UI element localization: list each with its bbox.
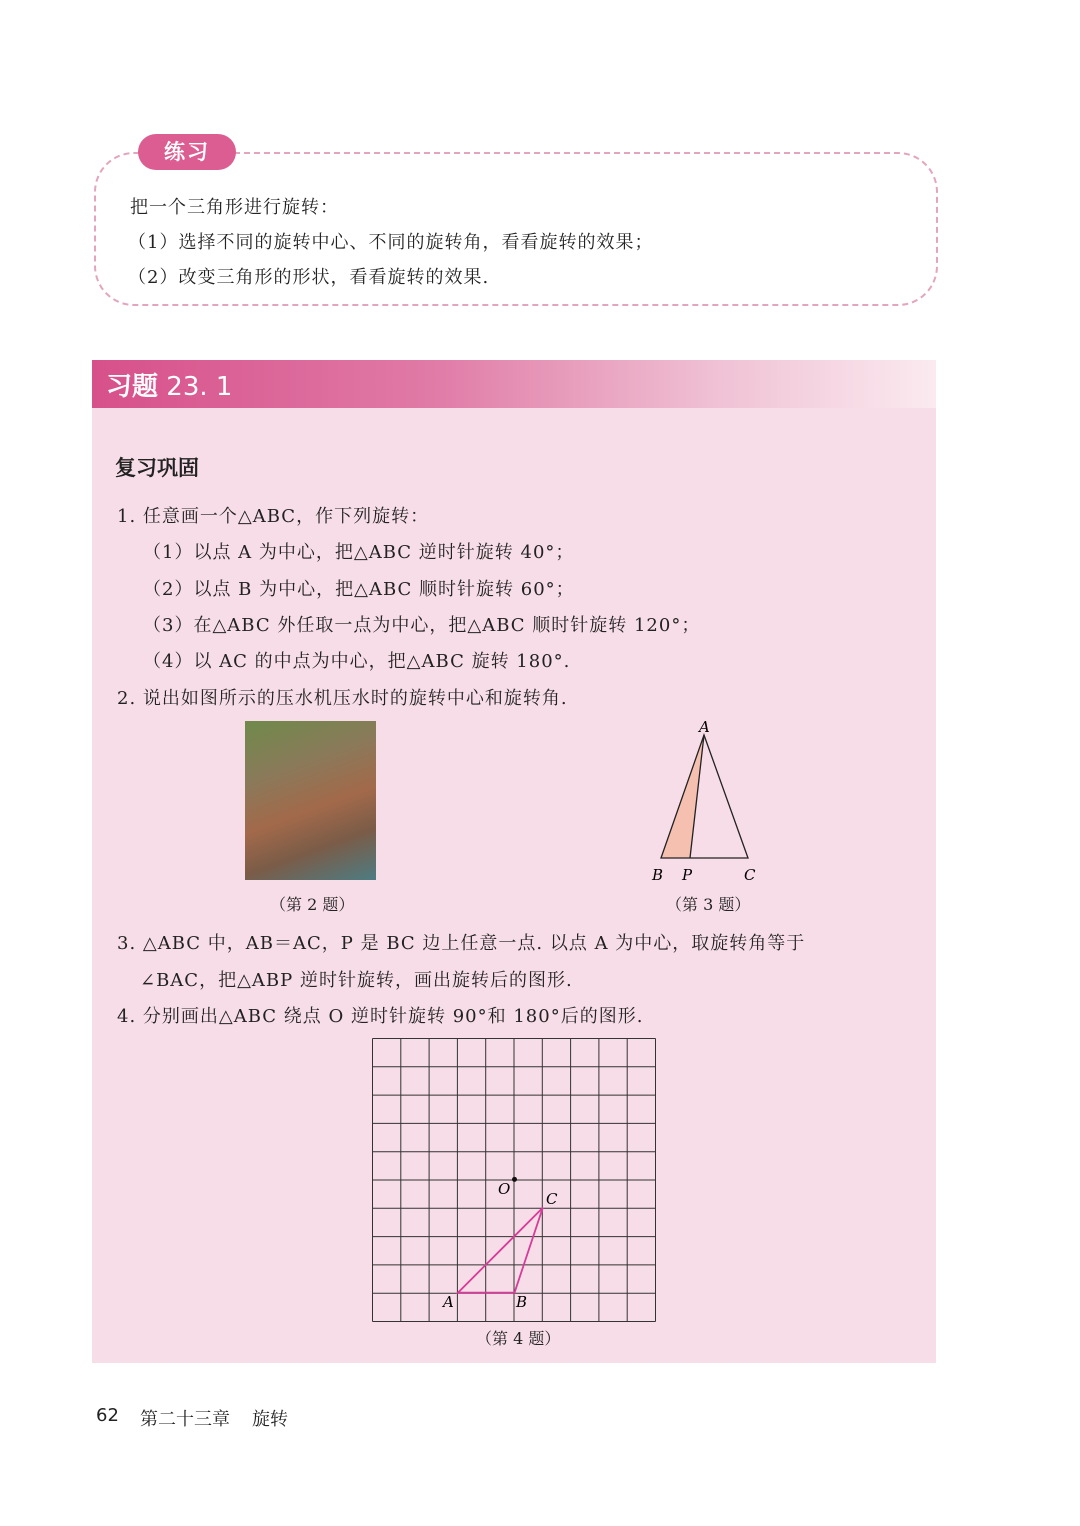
label-c: C: [546, 1190, 558, 1208]
section-heading: 复习巩固: [115, 456, 199, 480]
page-number: 62: [96, 1405, 119, 1426]
chapter-title: 旋转: [252, 1409, 288, 1430]
water-pump-photo: [245, 721, 376, 880]
label-b: B: [652, 866, 664, 884]
label-o: O: [498, 1180, 511, 1198]
question-1-item: （1）以点 A 为中心，把△ABC 逆时针旋转 40°；: [143, 542, 575, 563]
label-a: A: [443, 1293, 454, 1311]
question-1-item: （3）在△ABC 外任取一点为中心，把△ABC 顺时针旋转 120°；: [143, 615, 701, 636]
figure-q3: [640, 715, 770, 890]
grid-figure-q4: [370, 1036, 660, 1326]
question-3-line-2: ∠BAC，把△ABP 逆时针旋转，画出旋转后的图形.: [140, 970, 573, 991]
caption-q3: （第 3 题）: [666, 895, 751, 914]
exercise-title-num: 23. 1: [166, 372, 233, 402]
label-b: B: [516, 1293, 528, 1311]
question-2: 2. 说出如图所示的压水机压水时的旋转中心和旋转角.: [117, 688, 568, 709]
chapter-label: 第二十三章: [140, 1409, 230, 1430]
label-p: P: [682, 866, 693, 884]
caption-q4: （第 4 题）: [476, 1329, 561, 1348]
practice-intro: 把一个三角形进行旋转：: [130, 197, 339, 218]
caption-q2: （第 2 题）: [270, 895, 355, 914]
question-1: 1. 任意画一个△ABC，作下列旋转：: [117, 506, 430, 527]
practice-item-2: （2）改变三角形的形状，看看旋转的效果.: [128, 267, 490, 288]
point-o: [512, 1177, 517, 1182]
practice-item-1: （1）选择不同的旋转中心、不同的旋转角，看看旋转的效果；: [128, 232, 654, 253]
exercise-title-cn: 习题: [106, 372, 159, 402]
question-3-line-1: 3. △ABC 中，AB＝AC，P 是 BC 边上任意一点. 以点 A 为中心，取旋转角等于: [117, 933, 806, 954]
question-1-item: （2）以点 B 为中心，把△ABC 顺时针旋转 60°；: [143, 579, 575, 600]
triangle-abc: [458, 1208, 543, 1293]
exercise-title: [106, 366, 232, 403]
label-a: A: [699, 718, 710, 736]
question-1-item: （4）以 AC 的中点为中心，把△ABC 旋转 180°.: [143, 651, 571, 672]
question-4: 4. 分别画出△ABC 绕点 O 逆时针旋转 90°和 180°后的图形.: [117, 1006, 644, 1027]
practice-tag: 练习: [138, 134, 236, 170]
label-c: C: [744, 866, 756, 884]
